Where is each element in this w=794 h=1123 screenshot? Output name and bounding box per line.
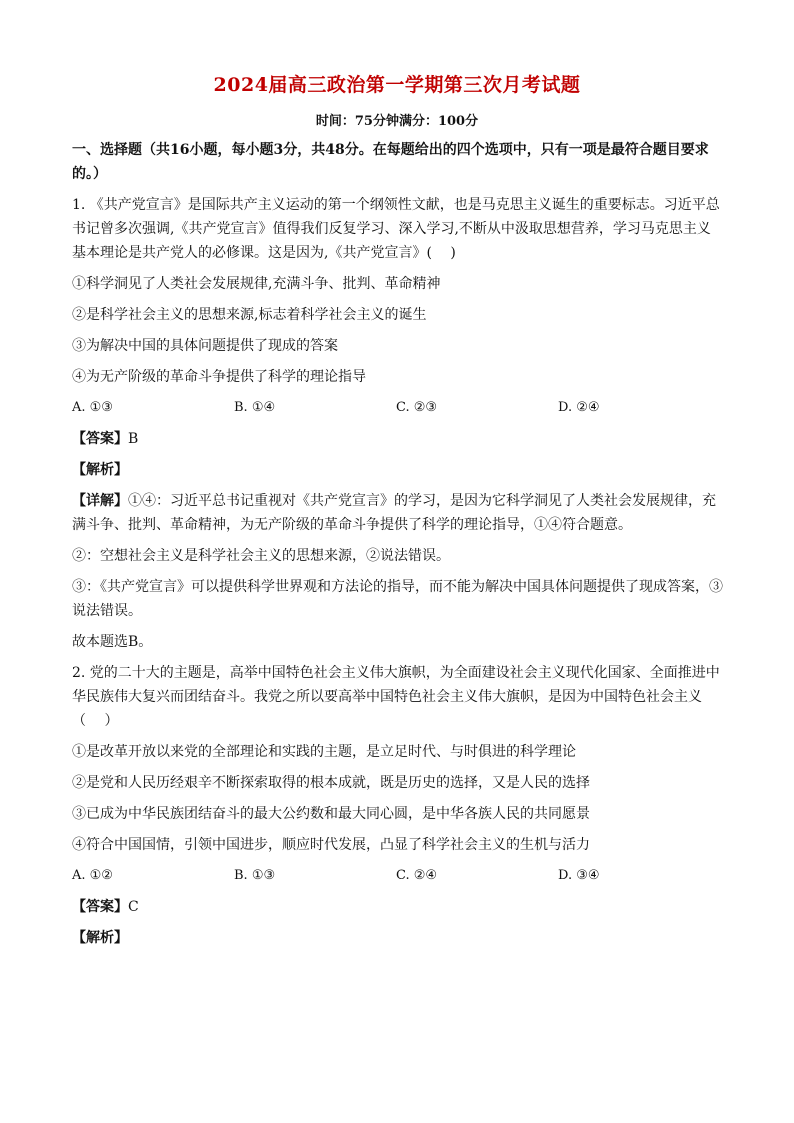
- section-heading: 一、选择题（共16小题，每小题3分，共48分。在每题给出的四个选项中，只有一项是最符合题目要求 的。）: [72, 142, 709, 182]
- statement-item: ①是改革开放以来党的全部理论和实践的主题，是立足时代、与时俱进的科学理论: [72, 744, 576, 760]
- detail-paragraph: 【详解】①④：习近平总书记重视对《共产党宣言》的学习，是因为它科学洞见了人类社会发展规律，充 满斗争、批判、革命精神，为无产阶级的革命斗争提供了科学的理论指导，①④符合题意。: [72, 493, 716, 533]
- statement-item: ④为无产阶级的革命斗争提供了科学的理论指导: [72, 369, 366, 385]
- question-1: [72, 193, 724, 654]
- answer-options: [72, 864, 724, 888]
- statement-item: ③已成为中华民族团结奋斗的最大公约数和最大同心圆，是中华各族人民的共同愿景: [72, 806, 590, 822]
- answer-line: 【答案】C: [72, 899, 139, 915]
- option-c: C. ②④: [396, 868, 438, 883]
- exam-time-score: 时间：75分钟满分：100分: [315, 114, 479, 129]
- question-stem: 2. 党的二十大的主题是，高举中国特色社会主义伟大旗帜，为全面建设社会主义现代化国家、全面推进中 华民族伟大复兴而团结奋斗。我党之所以要高举中国特色社会主义伟大旗帜，是因为中国特色社会主义 （ ）: [72, 665, 720, 729]
- detail-paragraph: ③：《共产党宣言》可以提供科学世界观和方法论的指导，而不能为解决中国具体问题提供了现成答案，③ 说法错误。: [72, 579, 723, 619]
- option-d: D. ②④: [558, 400, 600, 415]
- option-d: D. ③④: [558, 868, 600, 883]
- option-a: A. ①③: [72, 400, 113, 415]
- analysis-label: 【解析】: [72, 930, 128, 946]
- answer-options: [72, 396, 724, 420]
- option-c: C. ②③: [396, 400, 438, 415]
- statement-item: ③为解决中国的具体问题提供了现成的答案: [72, 338, 338, 354]
- answer-line: 【答案】B: [72, 431, 139, 447]
- option-b: B. ①③: [234, 868, 276, 883]
- statement-item: ①科学洞见了人类社会发展规律,充满斗争、批判、革命精神: [72, 276, 441, 292]
- option-b: B. ①④: [234, 400, 276, 415]
- option-a: A. ①②: [72, 868, 113, 883]
- analysis-label: 【解析】: [72, 462, 128, 478]
- page-title: 2024届高三政治第一学期第三次月考试题: [213, 74, 581, 96]
- statement-item: ④符合中国国情，引领中国进步，顺应时代发展，凸显了科学社会主义的生机与活力: [72, 837, 590, 853]
- question-stem: 1. 《共产党宣言》是国际共产主义运动的第一个纲领性文献，也是马克思主义诞生的重要标志。习近平总 书记曾多次强调,《共产党宣言》值得我们反复学习、深入学习,不断从中汲取思想营养，学习马克思主义 基本理论是共产党人的必修课。这是因为,《共产党宣言》( ): [72, 197, 720, 261]
- statement-item: ②是党和人民历经艰辛不断探索取得的根本成就，既是历史的选择，又是人民的选择: [72, 775, 590, 791]
- document-body: [72, 138, 724, 957]
- detail-paragraph: ②：空想社会主义是科学社会主义的思想来源，②说法错误。: [72, 548, 450, 564]
- question-2: [72, 661, 724, 950]
- conclusion: 故本题选B。: [72, 634, 153, 650]
- statement-item: ②是科学社会主义的思想来源,标志着科学社会主义的诞生: [72, 307, 427, 323]
